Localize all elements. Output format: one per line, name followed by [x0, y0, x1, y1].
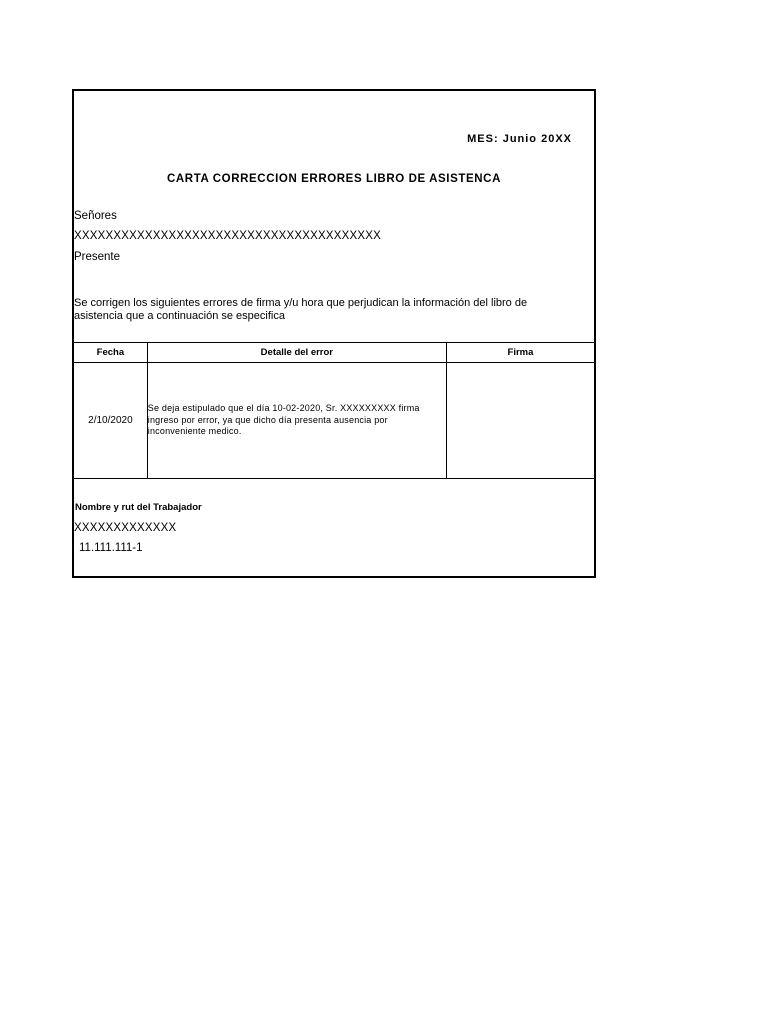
letter-sheet: [72, 89, 596, 578]
worker-label: Nombre y rut del Trabajador: [75, 502, 202, 513]
worker-name: XXXXXXXXXXXXX: [74, 522, 177, 534]
presente-text: Presente: [74, 251, 121, 263]
letter-title: CARTA CORRECCION ERRORES LIBRO DE ASISTENCA: [167, 173, 501, 185]
greeting-text: Señores: [74, 210, 117, 222]
table-header-row: [74, 343, 594, 363]
cell-detalle: Se deja estipulado que el día 10-02-2020, Sr. XXXXXXXXX firma ingreso por error, ya que dicho día presenta ausencia por inconveniente medico.: [147, 363, 446, 479]
recipient-text: XXXXXXXXXXXXXXXXXXXXXXXXXXXXXXXXXXXXXXX: [74, 230, 381, 242]
header-firma: Firma: [446, 343, 594, 363]
header-detalle: Detalle del error: [147, 343, 446, 363]
cell-fecha: 2/10/2020: [74, 363, 147, 479]
cell-firma: [446, 363, 594, 479]
errors-table: [74, 342, 594, 479]
worker-rut: 11.111.111-1: [79, 542, 143, 554]
table-row: [74, 363, 594, 479]
header-fecha: Fecha: [74, 343, 147, 363]
month-label: MES: Junio 20XX: [467, 133, 572, 145]
intro-paragraph: Se corrigen los siguientes errores de firma y/u hora que perjudican la información del libro de asistencia que a continuación se especifica: [74, 297, 528, 322]
